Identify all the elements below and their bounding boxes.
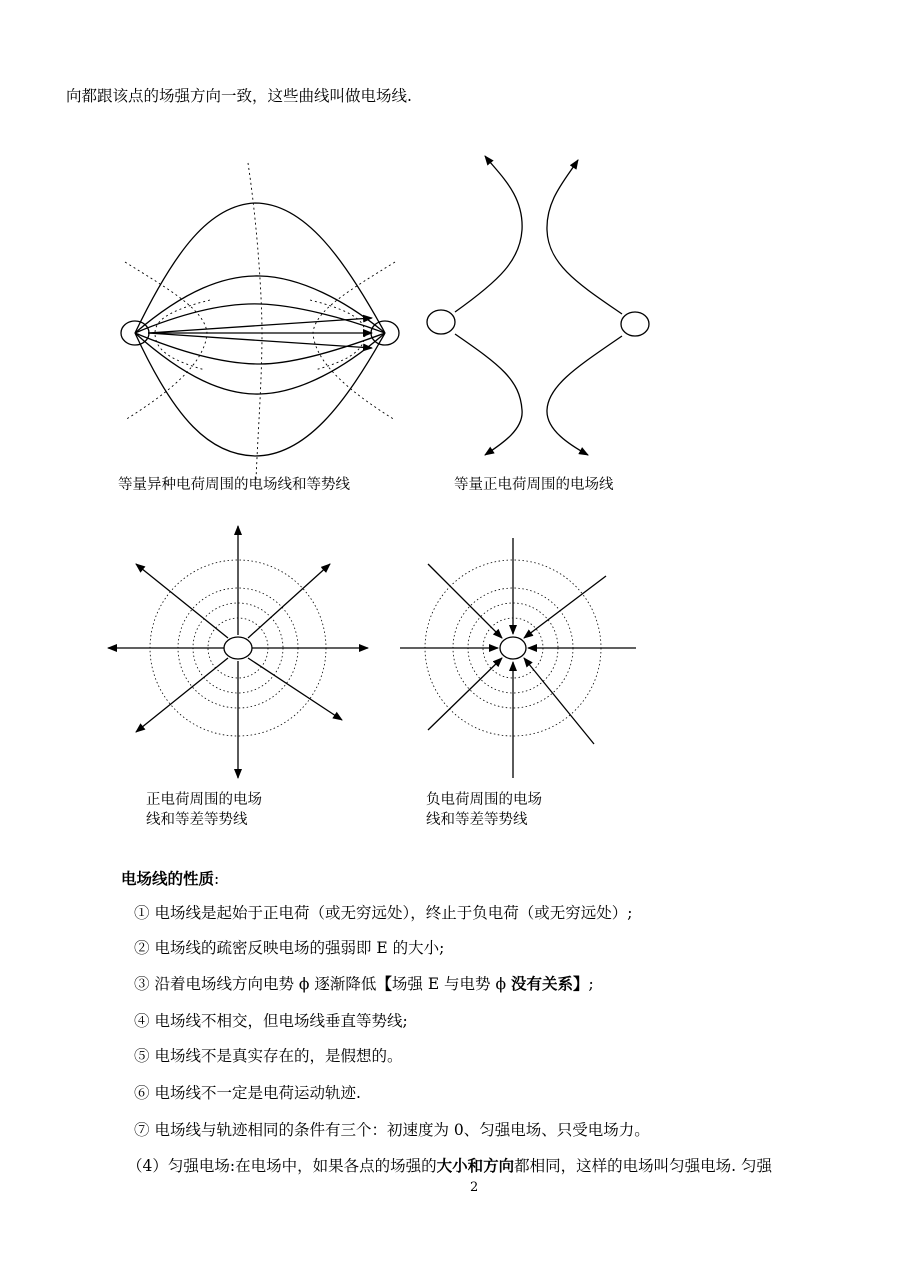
- property-item: [134, 974, 594, 994]
- opposite-charges-diagram: [121, 163, 399, 480]
- property-item: [134, 1083, 361, 1103]
- properties-heading-text: 电场线的性质: [121, 870, 215, 888]
- caption-negative-line1: 负电荷周围的电场: [426, 792, 542, 808]
- caption-positive-line2: 线和等差等势线: [146, 812, 248, 828]
- property-item: [134, 1046, 402, 1066]
- uniform-field-text2: 都相同，这样的电场叫匀强电场. 匀强: [514, 1157, 772, 1175]
- page-number: 2: [470, 1180, 479, 1195]
- property-text: 电场线不一定是电荷运动轨迹.: [154, 1084, 361, 1102]
- property-item: [134, 938, 444, 958]
- property-text: 电场线与轨迹相同的条件有三个：初速度为 0、匀强电场、只受电场力。: [154, 1121, 650, 1139]
- property-number: ④: [134, 1012, 150, 1030]
- property-number: ①: [134, 904, 150, 922]
- property-text-bold: 没有关系: [510, 975, 573, 993]
- property-text: 电场线的疏密反映电场的强弱即 E 的大小;: [154, 939, 445, 957]
- property-text-mid: 场强 E 与电势 ϕ: [391, 975, 511, 993]
- property-number: ⑦: [134, 1121, 150, 1139]
- property-item: [134, 1120, 650, 1140]
- property-item: [134, 903, 632, 923]
- property-number: ⑤: [134, 1047, 150, 1065]
- like-charges-diagram: [427, 156, 649, 455]
- caption-like-charges: 等量正电荷周围的电场线: [454, 477, 614, 493]
- property-number: ③: [134, 975, 150, 993]
- property-text: 电场线是起始于正电荷（或无穷远处），终止于负电荷（或无穷远处）;: [154, 904, 633, 922]
- uniform-field-line: [127, 1156, 772, 1176]
- property-text: 沿着电场线方向电势 ϕ 逐渐降低: [154, 975, 377, 993]
- uniform-field-bold: 大小和方向: [436, 1157, 515, 1175]
- property-text-tail: ;: [588, 975, 594, 993]
- property-number: ⑥: [134, 1084, 150, 1102]
- uniform-field-text1: 在电场中，如果各点的场强的: [235, 1157, 437, 1175]
- caption-negative-line2: 线和等差等势线: [426, 812, 528, 828]
- negative-charge-diagram: [400, 538, 636, 778]
- property-bracket-open: 【: [376, 975, 392, 993]
- property-item: [134, 1011, 408, 1031]
- property-text: 电场线不是真实存在的，是假想的。: [154, 1047, 403, 1065]
- property-number: ②: [134, 939, 150, 957]
- caption-opposite-charges: 等量异种电荷周围的电场线和等势线: [118, 477, 350, 493]
- caption-positive-line1: 正电荷周围的电场: [146, 792, 262, 808]
- intro-line: 向都跟该点的场强方向一致，这些曲线叫做电场线.: [66, 87, 412, 105]
- positive-charge-diagram: [108, 526, 368, 778]
- properties-heading: [121, 869, 219, 889]
- property-text: 电场线不相交，但电场线垂直等势线;: [154, 1012, 408, 1030]
- property-bracket-close: 】: [573, 975, 589, 993]
- properties-heading-colon: :: [214, 870, 220, 888]
- uniform-field-label: （4）匀强电场:: [127, 1157, 236, 1175]
